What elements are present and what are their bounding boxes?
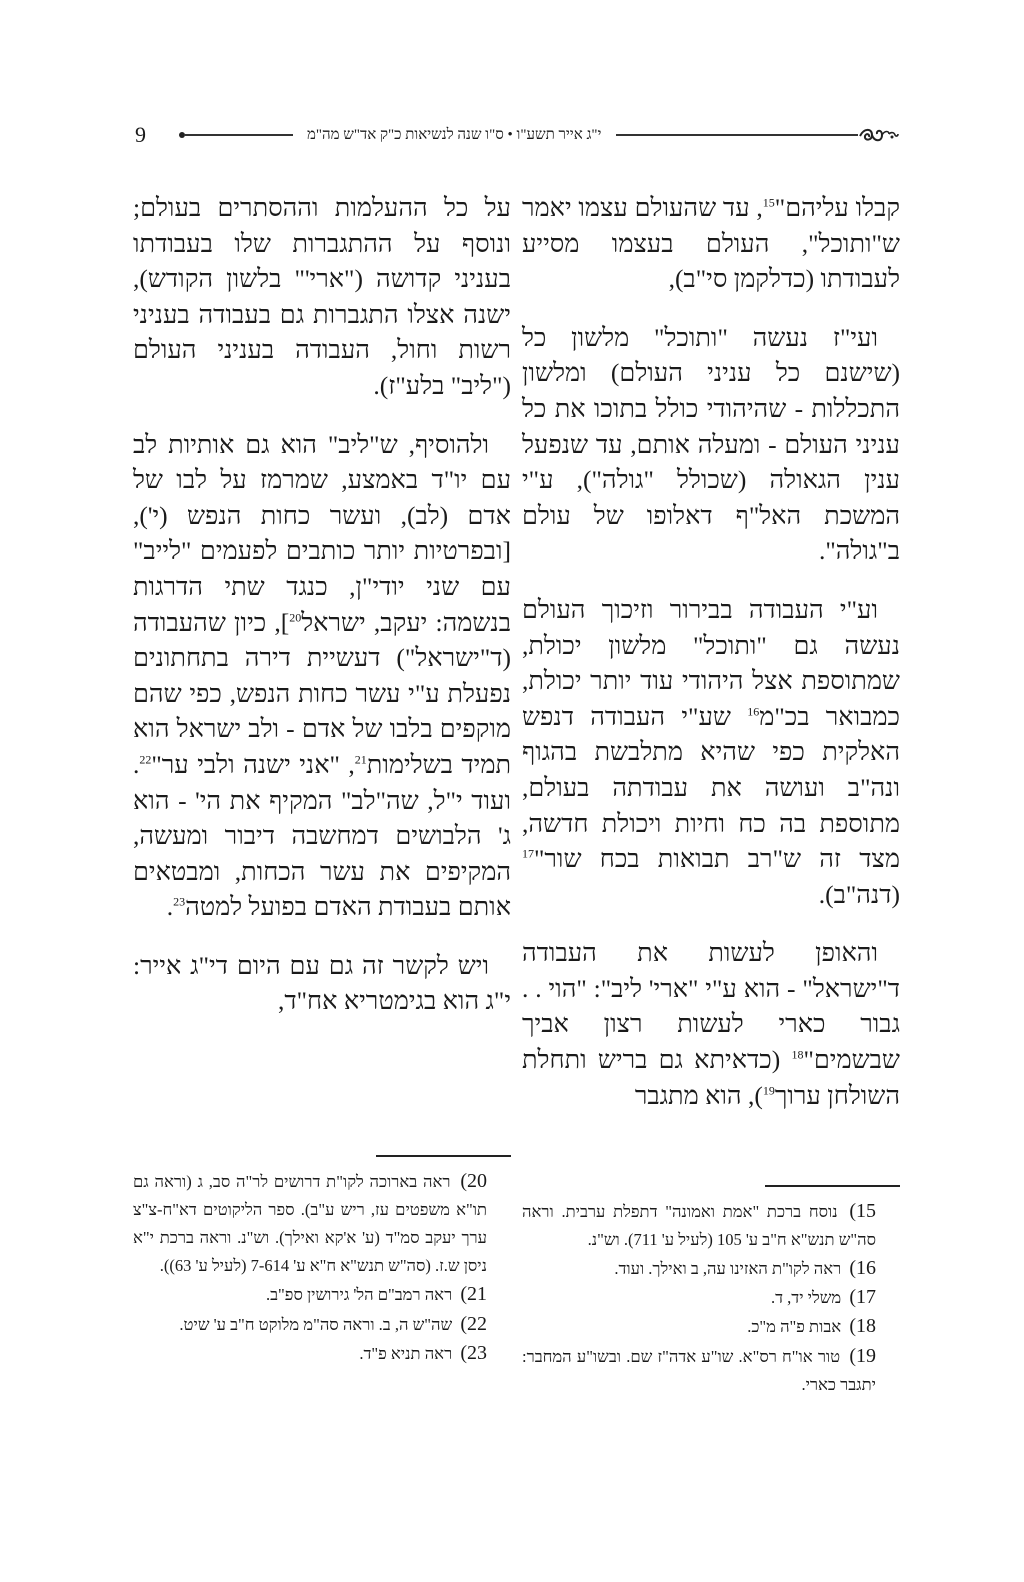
text-run: ), הוא מתגבר xyxy=(634,1080,763,1110)
footnote-ref[interactable]: 15 xyxy=(762,195,775,210)
text-run: 16) xyxy=(849,1256,876,1279)
text-run: שה"ש ה, ב. וראה סה"מ מלוקט ח"ב ע' שיט. xyxy=(179,1314,453,1334)
text-run: ראה לקו"ת האזינו עה, ב ואילך. ועוד. xyxy=(614,1258,842,1278)
text-run: 23) xyxy=(460,1341,487,1364)
main-text-right-column xyxy=(522,190,900,1136)
footnote xyxy=(133,1280,511,1309)
paragraph xyxy=(133,427,511,925)
footnote xyxy=(133,1339,511,1368)
text-run: 18) xyxy=(849,1315,876,1338)
paragraph xyxy=(522,592,900,912)
text-run: אבות פ"ה מ"כ. xyxy=(747,1317,842,1337)
footnote-ref[interactable]: 21 xyxy=(354,752,367,767)
footnote-ref[interactable]: 16 xyxy=(747,704,760,719)
text-run: שע"י העבודה דנפש האלקית כפי שהיא מתלבשת בהגוף ונה"ב ועושה את עבודתה בעולם, מתוספת בה כח וחיות ויכולת חדשה, מצד זה ש"רב תבואות בכח שור" xyxy=(522,701,900,874)
text-run: נוסח ברכת "אמת ואמונה" דתפלת ערבית. וראה סה"ש תנש"א ח"ב ע' 105 (לעיל ע' 711). וש"נ. xyxy=(522,1201,876,1249)
text-run: טור או"ח רס"א. שו"ע אדה"ז שם. ובשו"ע המחבר: יתגבר כארי. xyxy=(522,1346,876,1394)
footnote xyxy=(133,1167,511,1281)
text-run: 22) xyxy=(460,1312,487,1335)
footnote-ref[interactable]: 17 xyxy=(522,846,534,861)
footnotes-right xyxy=(522,1185,900,1399)
text-run: ועי"ז נעשה "ותוכל" מלשון כל (שישנם כל עניני העולם) ומלשון התכללות - שהיהודי כולל בתוכו את כל עניני העולם - ומעלה אותם, עד שנפעל ענין הגאולה (שכולל "גולה"), ע"י המשכת האל"ף דאלופו של עולם ב"גולה". xyxy=(522,322,900,566)
running-title: י"ג אייר תשע"ו • ס"ו שנה לנשיאות כ"ק אד"ש מה"מ xyxy=(307,126,602,143)
footnotes-left xyxy=(133,1155,511,1368)
text-run: משלי יד, ד. xyxy=(770,1288,842,1308)
text-run: ויש לקשר זה גם עם היום די"ג אייר: י"ג הוא בגימטריא אח"ד, xyxy=(133,950,511,1016)
text-run: קבלו עליהם" xyxy=(774,193,900,222)
footnote xyxy=(522,1254,900,1283)
main-text-left-column xyxy=(133,190,511,1042)
paragraph xyxy=(133,190,511,404)
text-run: ראה בארוכה לקו"ת דרושים לר"ה סב, ג (וראה גם תו"א משפטים עז, ריש ע"ב). ספר הליקוטים דא"ח-צ"צ ערך יעקב סמ"ד (ע' א'קא ואילך). וש"נ. וראה ברכת י"א ניסן ש.ז. (סה"ש תנש"א ח"א ע' 7-614 (לעיל ע' 63)). xyxy=(133,1171,487,1276)
text-run: , עד שהעולם עצמו יאמר ש"ותוכל", העולם בעצמו מסייע לעבודתו (כדלקמן סי"ב), xyxy=(522,193,900,294)
text-run: 19) xyxy=(849,1344,876,1367)
footnote xyxy=(522,1283,900,1312)
text-run: 15) xyxy=(849,1199,876,1222)
footnote-ref[interactable]: 19 xyxy=(762,1083,775,1098)
fleuron-ornament-icon xyxy=(858,124,900,146)
footnote xyxy=(522,1197,900,1254)
footnote-ref[interactable]: 20 xyxy=(289,610,302,625)
text-run: . ועוד י"ל, שה"לב" המקיף את הי' - הוא ג' הלבושים דמחשבה דיבור ומעשה, המקיפים את עשר הכחות, ומבטאים אותם בעבודת האדם בפועל למטה xyxy=(133,749,511,922)
paragraph xyxy=(522,935,900,1113)
text-run: 20) xyxy=(460,1169,487,1192)
text-run: על כל ההעלמות וההסתרים בעולם; ונוסף על ההתגברות שלו בעבודתו בעניני קדושה ("ארי'" בלשון הקודש), ישנה אצלו התגברות גם בעבודה בעניני רשות וחול, העבודה בעניני העולם ("ליב" בלע"ז). xyxy=(133,193,511,400)
text-run: ראה תניא פ"ד. xyxy=(359,1343,453,1363)
footnote xyxy=(133,1310,511,1339)
paragraph xyxy=(522,320,900,569)
text-run: וע"י העבודה בבירור וזיכוך העולם נעשה גם "ותוכל" מלשון יכולת, שמתוספת אצל היהודי עוד יותר יכולת, כמבואר בכ"מ xyxy=(522,594,900,731)
text-run: . xyxy=(166,892,174,922)
header-rule-right xyxy=(616,134,859,136)
text-run: 21) xyxy=(460,1283,487,1306)
footnote xyxy=(522,1312,900,1341)
text-run: (דנה"ב). xyxy=(818,879,900,909)
text-run: , "אני ישנה ולבי ער" xyxy=(151,749,355,779)
footnote-separator xyxy=(765,1185,900,1187)
text-run: ], כיון שהעבודה (ד"ישראל") דעשיית דירה בתחתונים נפעלת ע"י עשר כחות הנפש, כפי שהם מוקפים בלבו של אדם - ולב ישראל הוא תמיד בשלימות xyxy=(133,607,511,779)
footnote xyxy=(522,1342,900,1399)
footnote-ref[interactable]: 18 xyxy=(791,1047,804,1062)
text-run: (כדאיתא גם בריש ותחלת השולחן ערוך xyxy=(522,1045,900,1110)
paragraph xyxy=(522,190,900,297)
page-number: 9 xyxy=(135,122,146,147)
text-run: והאופן לעשות את העבודה ד"ישראל" - הוא ע"י "ארי' ליב": "הוי . . גבור כארי לעשות רצון אביך שבשמים" xyxy=(522,938,900,1075)
text-run: ולהוסיף, ש"ליב" הוא גם אותיות לב עם יו"ד באמצע, שמרמז על לבו של אדם (לב), ועשר כחות הנפש (י'), [ובפרטיות יותר כותבים לפעמים "לייב" עם שני יודי"ן, כנגד שתי הדרגות בנשמה: יעקב, ישראל xyxy=(133,429,511,637)
footnote-ref[interactable]: 23 xyxy=(173,894,186,909)
footnote-separator xyxy=(376,1155,511,1157)
text-run: 17) xyxy=(849,1286,876,1309)
text-run: ראה רמב"ם הל' גירושין ספ"ב. xyxy=(265,1285,453,1305)
header-rule-left xyxy=(185,134,293,136)
paragraph xyxy=(133,948,511,1019)
running-header xyxy=(135,118,900,152)
footnote-ref[interactable]: 22 xyxy=(139,752,152,767)
